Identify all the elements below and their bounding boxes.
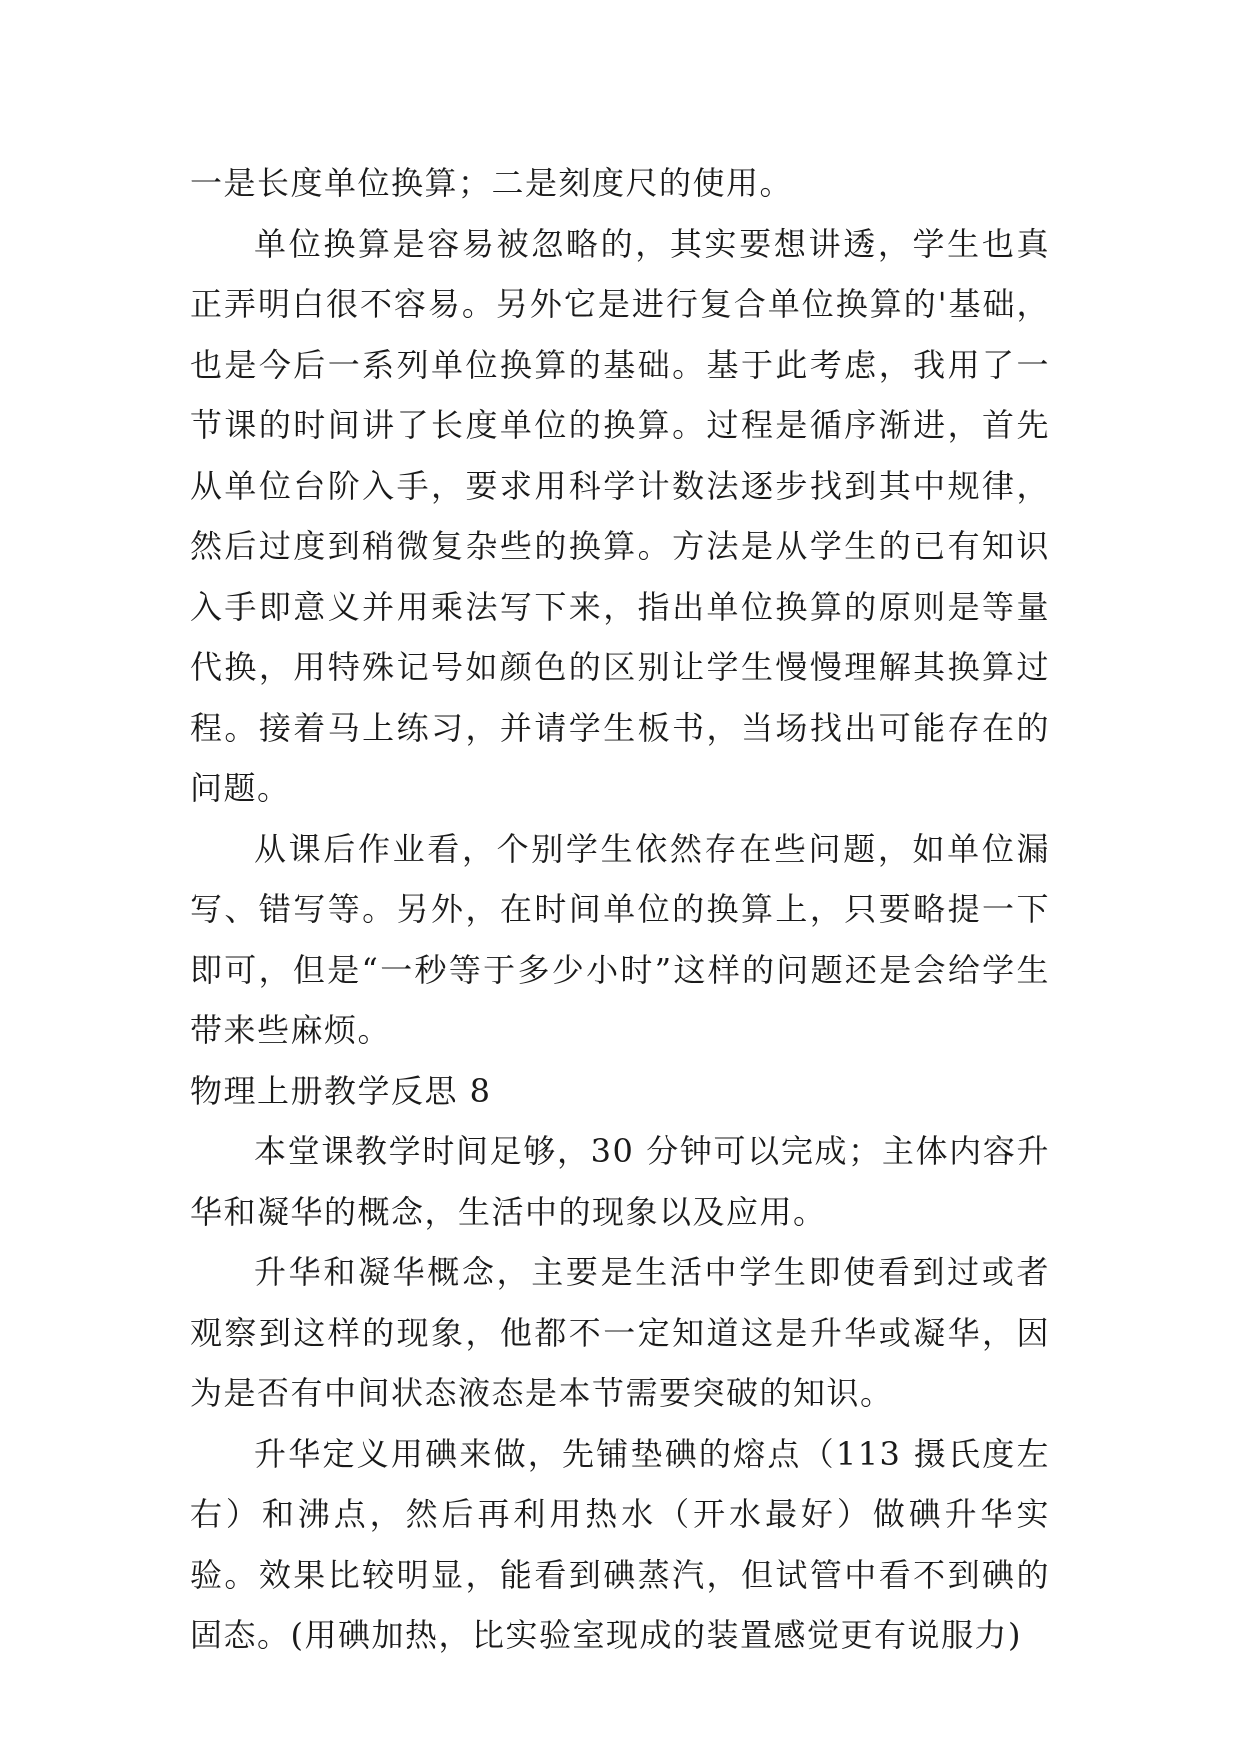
document-body [190, 153, 1050, 1666]
paragraph-homework-review: 从课后作业看，个别学生依然存在些问题，如单位漏写、错写等。另外，在时间单位的换算上，只要略提一下即可，但是“一秒等于多少小时”这样的问题还是会给学生带来些麻烦。 [190, 829, 1050, 1049]
paragraph-iodine-experiment: 升华定义用碘来做，先铺垫碘的熔点（113 摄氏度左右）和沸点，然后再利用热水（开水最好）做碘升华实验。效果比较明显，能看到碘蒸汽，但试管中看不到碘的固态。(用碘加热，比实验室现成的装置感觉更有说服力) [190, 1434, 1050, 1654]
paragraph-lesson-time: 本堂课教学时间足够，30 分钟可以完成；主体内容升华和凝华的概念，生活中的现象以及应用。 [190, 1132, 1050, 1231]
paragraph-continuation: 一是长度单位换算；二是刻度尺的使用。 [190, 164, 794, 202]
section-title: 物理上册教学反思 8 [190, 1071, 492, 1110]
paragraph-sublimation-concept: 升华和凝华概念，主要是生活中学生即使看到过或者观察到这样的现象，他都不一定知道这是升华或凝华，因为是否有中间状态液态是本节需要突破的知识。 [190, 1253, 1050, 1412]
paragraph-unit-conversion: 单位换算是容易被忽略的，其实要想讲透，学生也真正弄明白很不容易。另外它是进行复合单位换算的'基础，也是今后一系列单位换算的基础。基于此考虑，我用了一节课的时间讲了长度单位的换算。过程是循序渐进，首先从单位台阶入手，要求用科学计数法逐步找到其中规律，然后过度到稍微复杂些的换算。方法是从学生的已有知识入手即意义并用乘法写下来，指出单位换算的原则是等量代换，用特殊记号如颜色的区别让学生慢慢理解其换算过程。接着马上练习，并请学生板书，当场找出可能存在的问题。 [190, 224, 1050, 807]
